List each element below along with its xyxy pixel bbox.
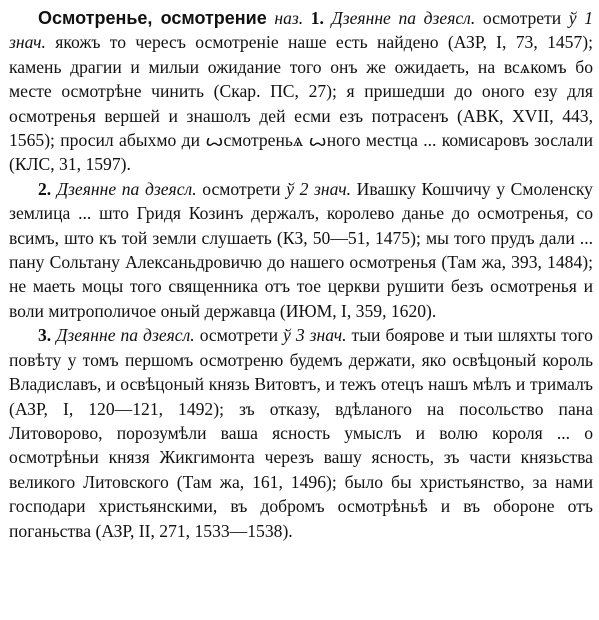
sense-gloss: Дзеянне па дзеясл. — [331, 8, 476, 28]
reference-meaning: ў 2 знач. — [286, 178, 352, 199]
sense-gloss: Дзеянне па дзеясл. — [56, 325, 195, 346]
reference-meaning: ў 3 знач. — [283, 325, 347, 346]
sense-text: Ивашку Кошчичу у Смоленску землица ... што Гридя Козинъ держалъ, королево данье до осмотренья, со всимъ, што къ той земли слушаеть (КЗ, 50—51, 1475); мы того прудъ дали ... пану Сольтану Алексаньдровичю до нашего осмотренья (Там жа, 393, 1484); не маеть моцы того священника отъ тое церкви рушити безъ осмотренья и воли митрополичое оный державца (ИЮМ, I, 359, 1620). — [9, 178, 593, 321]
reference-word: осмотрети — [199, 325, 279, 346]
sense-3 — [9, 323, 593, 543]
sense-2 — [9, 177, 593, 323]
sense-gloss: Дзеянне па дзеясл. — [56, 178, 197, 199]
reference-meaning: ў 1 знач. — [9, 8, 593, 53]
sense-number: 2. — [38, 178, 52, 199]
headword: Осмотренье, осмотрение — [38, 8, 267, 28]
sense-number: 3. — [38, 325, 52, 346]
reference-word: осмотрети — [482, 8, 562, 28]
part-of-speech: наз. — [274, 8, 304, 28]
sense-text: тыи боярове и тыи шляхты того повѣту у томъ першомъ осмотреню будемъ держати, яко освѣцоный король Владиславъ, и освѣцоный князь Витовтъ, и тежъ отецъ нашъ мѣлъ и трималъ (АЗР, I, 120—121, 1492); зъ отказу, вдѣланого на посольство пана Литоворово, порозумѣли ваша ясность умыслъ и волю короля ... о осмотрѣньи князя Жикгимонта черезъ вашу ясность, зъ части князьства великого Литовского (Там жа, 161, 1496); было бы христьянство, за нами господари христьянскими, въ добромъ осмотрѣньѣ и въ обороне отъ поганьства (АЗР, II, 271, 1533—1538). — [9, 325, 593, 541]
sense-1 — [9, 6, 593, 177]
sense-number: 1. — [310, 8, 324, 28]
reference-word: осмотрети — [202, 178, 281, 199]
dictionary-entry — [9, 6, 593, 543]
sense-text: якожъ то чересъ осмотреніе наше есть найдено (АЗР, I, 73, 1457); камень драгии и милыи ожидание того онъ же ожидаеть, на всѧкомъ бо месте осмотрѣне чинить (Скар. ПС, 27); я пришедши до оного езу для осмотренья вершей и знашолъ дей есми езъ потрасенъ (АВК, XVII, 443, 1565); просил абыхмо ди ꙍсмотреньѧ ꙍного местца ... комисаровъ зослали (КЛС, 31, 1597). — [9, 32, 594, 175]
